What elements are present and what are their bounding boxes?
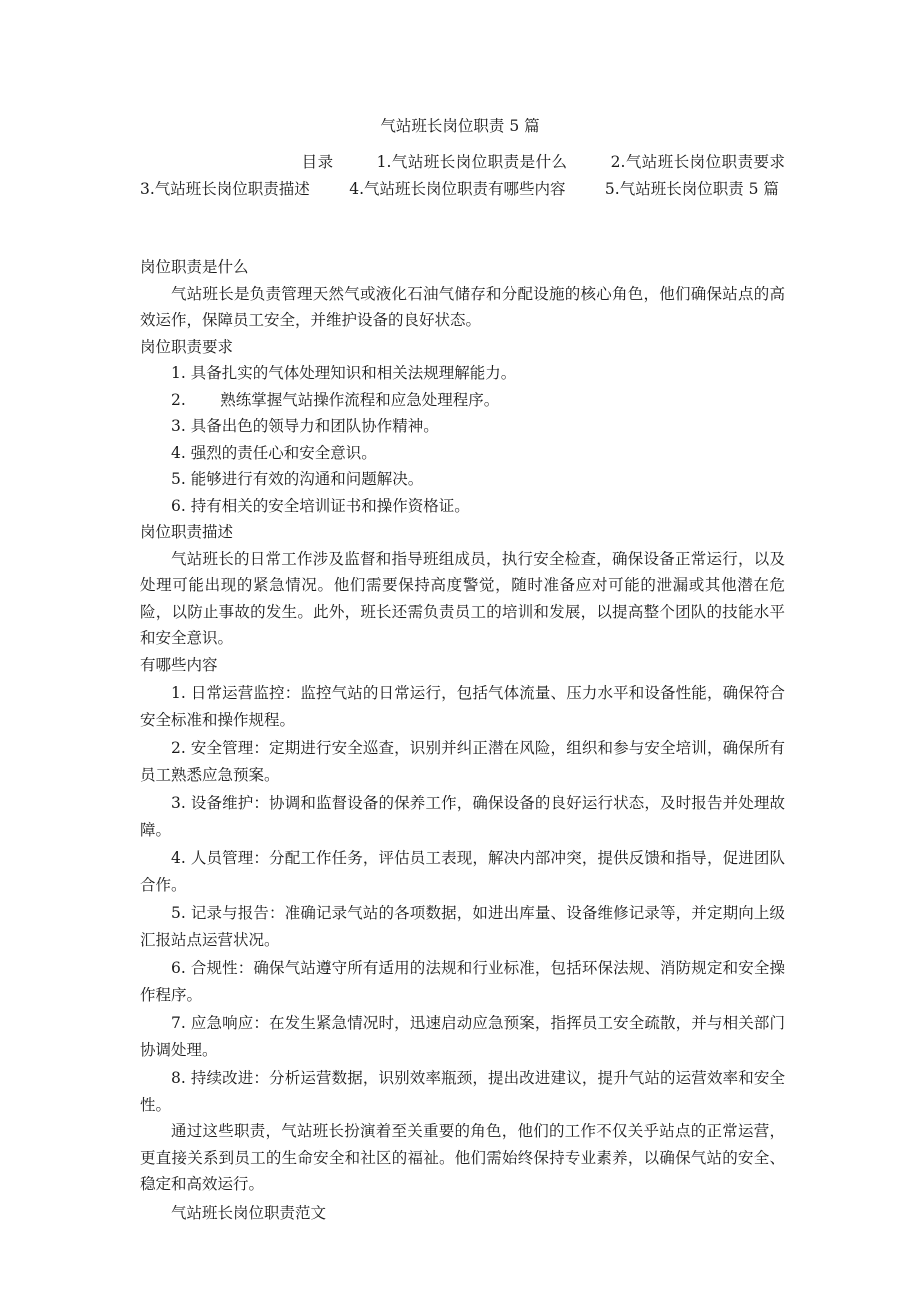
content-item: 1. 日常运营监控：监控气站的日常运行，包括气体流量、压力水平和设备性能，确保符合安全标准和操作规程。	[140, 684, 785, 729]
document-body	[140, 254, 785, 1226]
content-item: 4. 人员管理：分配工作任务，评估员工表现，解决内部冲突，提供反馈和指导，促进团队合作。	[140, 849, 785, 894]
requirement-item: 5. 能够进行有效的沟通和问题解决。	[171, 470, 424, 488]
requirement-item: 6. 持有相关的安全培训证书和操作资格证。	[171, 496, 470, 515]
section-paragraph-description: 气站班长的日常工作涉及监督和指导班组成员，执行安全检查，确保设备正常运行，以及处理可能出现的紧急情况。他们需要保持高度警觉，随时准备应对可能的泄漏或其他潜在危险，以防止事故的发生。此外，班长还需负责员工的培训和发展，以提高整个团队的技能水平和安全意识。	[140, 549, 785, 647]
content-item: 3. 设备维护：协调和监督设备的保养工作，确保设备的良好运行状态，及时报告并处理故障。	[140, 794, 785, 839]
requirement-item: 4. 强烈的责任心和安全意识。	[171, 443, 377, 462]
section-heading-contents: 有哪些内容	[140, 655, 218, 674]
content-item: 5. 记录与报告：准确记录气站的各项数据，如进出库量、设备维修记录等，并定期向上级汇报站点运营状况。	[140, 904, 785, 949]
content-item: 7. 应急响应：在发生紧急情况时，迅速启动应急预案，指挥员工安全疏散，并与相关部门协调处理。	[140, 1014, 785, 1059]
table-of-contents: 目录 1.气站班长岗位职责是什么 2.气站班长岗位职责要求 3.气站班长岗位职责描述 4.气站班长岗位职责有哪些内容 5.气站班长岗位职责 5 篇	[140, 153, 825, 198]
section-heading-requirements: 岗位职责要求	[140, 337, 234, 356]
section-heading-description: 岗位职责描述	[140, 523, 234, 541]
requirement-item: 3. 具备出色的领导力和团队协作精神。	[171, 417, 439, 435]
sample-heading: 气站班长岗位职责范文	[171, 1203, 327, 1222]
section-paragraph-what: 气站班长是负责管理天然气或液化石油气储存和分配设施的核心角色，他们确保站点的高效运作，保障员工安全，并维护设备的良好状态。	[140, 284, 785, 329]
content-item: 8. 持续改进：分析运营数据，识别效率瓶颈，提出改进建议，提升气站的运营效率和安全性。	[140, 1069, 785, 1114]
closing-paragraph: 通过这些职责，气站班长扮演着至关重要的角色，他们的工作不仅关乎站点的正常运营，更直接关系到员工的生命安全和社区的福祉。他们需始终保持专业素养，以确保气站的安全、稳定和高效运行。	[140, 1122, 785, 1193]
section-heading-what: 岗位职责是什么	[140, 258, 249, 276]
contents-list	[140, 680, 785, 1118]
requirement-item: 1. 具备扎实的气体处理知识和相关法规理解能力。	[171, 364, 517, 382]
content-item: 2. 安全管理：定期进行安全巡查，识别并纠正潜在风险，组织和参与安全培训，确保所有员工熟悉应急预案。	[140, 739, 785, 784]
requirement-item: 2. 熟练掌握气站操作流程和应急处理程序。	[171, 390, 500, 409]
content-item: 6. 合规性：确保气站遵守所有适用的法规和行业标准，包括环保法规、消防规定和安全操作程序。	[140, 959, 785, 1004]
requirements-list	[140, 360, 785, 519]
document-title: 气站班长岗位职责 5 篇	[380, 117, 540, 135]
